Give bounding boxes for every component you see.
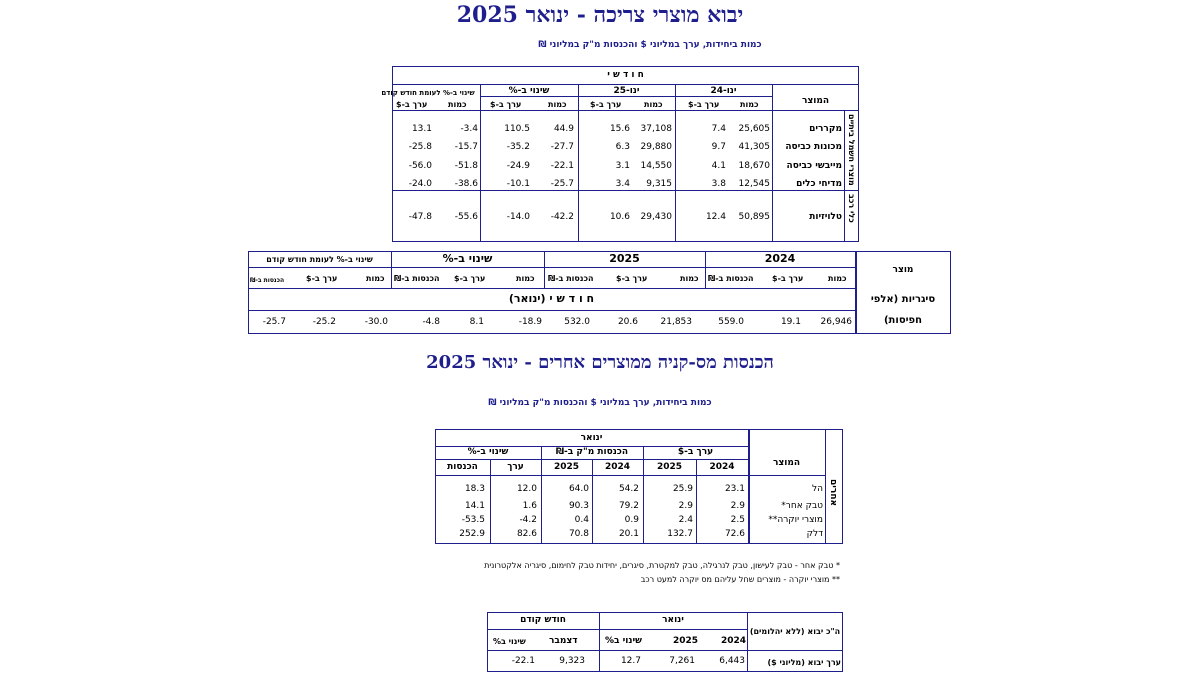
cell-prev-qty: -15.7 xyxy=(454,142,478,152)
cell-income-24: 0.9 xyxy=(624,515,639,525)
cell-value-24: 9.7 xyxy=(711,142,726,152)
cell-qty-25: 37,108 xyxy=(640,124,672,134)
cell-change-qty: 44.9 xyxy=(553,124,574,134)
cell-value-25: 15.6 xyxy=(609,124,630,134)
cig-name2: חפיסות) xyxy=(883,315,923,326)
cig-change-prev: שינוי ב-% לעומת חודש קודם xyxy=(266,255,373,264)
total-import-value: 7,261 xyxy=(669,656,695,666)
t4-january: ינואר xyxy=(662,615,684,625)
cigarettes-table xyxy=(248,251,951,334)
cell-change-value: -10.1 xyxy=(506,179,530,189)
cig-sub-inc-chg: הכנסות ב-₪ xyxy=(394,274,440,283)
t3-value-usd: ערך ב-$ xyxy=(677,447,714,457)
sub-qty-25: כמות xyxy=(644,100,663,109)
cig-sub-inc-24: הכנסות ב-₪ xyxy=(708,274,754,283)
cell-value-24: 4.1 xyxy=(711,161,726,171)
cell-income-24: 20.1 xyxy=(618,529,639,539)
sub-qty-chg: כמות xyxy=(548,100,567,109)
cell-value-25: 3.1 xyxy=(615,161,630,171)
t4-2024: 2024 xyxy=(721,636,747,646)
cig-col-product: מוצר xyxy=(892,265,914,275)
cell-qty-24: 18,670 xyxy=(738,161,770,171)
t3-income-nis: הכנסות מ"ק ב-₪ xyxy=(555,447,629,457)
cell-change-income: 18.3 xyxy=(464,484,485,494)
total-import-value: 6,443 xyxy=(719,656,745,666)
cell-value-25: 132.7 xyxy=(667,529,693,539)
cig-value: 26,946 xyxy=(820,317,852,327)
cig-2025: 2025 xyxy=(609,252,640,265)
cig-sub-qty-25: כמות xyxy=(680,274,699,283)
t4-december: דצמבר xyxy=(549,636,578,646)
t3-change: שינוי ב-% xyxy=(467,447,509,457)
cig-sub-val-24: ערך ב-$ xyxy=(772,274,804,283)
cell-value-24: 3.8 xyxy=(711,179,726,189)
cell-change-value: -14.0 xyxy=(506,212,530,222)
footnote-1: * טבק אחר - טבק לעישון, טבק לנרגילה, טבק למקטרת, סיגרים, יחידות טבק לחימום, סיגריה אלקטרונית xyxy=(484,561,840,570)
cig-value: -25.2 xyxy=(312,317,336,327)
cig-month: ח ו ד ש י (ינואר) xyxy=(508,292,595,305)
cig-sub-val-25: ערך ב-$ xyxy=(616,274,648,283)
cig-value: 21,853 xyxy=(660,317,692,327)
cell-value-24: 2.9 xyxy=(730,501,745,511)
cig-sub-inc-25: הכנסות ב-₪ xyxy=(548,274,594,283)
cell-qty-24: 25,605 xyxy=(738,124,770,134)
total-import-value: 9,323 xyxy=(559,656,585,666)
row-product-name: הל xyxy=(812,484,823,494)
cell-value-25: 2.9 xyxy=(678,501,693,511)
cell-change-income: -53.5 xyxy=(461,515,485,525)
cell-value-25: 25.9 xyxy=(672,484,693,494)
cell-qty-25: 14,550 xyxy=(640,161,672,171)
cell-income-25: 70.8 xyxy=(568,529,589,539)
t3-col-product: המוצר xyxy=(772,458,801,468)
col-product: המוצר xyxy=(801,96,830,106)
section2-subtitle: כמות ביחידות, ערך במליוני $ והכנסות מ"ק במליוני ₪ xyxy=(488,398,712,408)
cell-qty-24: 12,545 xyxy=(738,179,770,189)
consumer-goods-table xyxy=(381,66,859,242)
cell-prev-value: -47.8 xyxy=(408,212,432,222)
col-jan25: ינו-25 xyxy=(613,86,640,96)
cell-prev-qty: -38.6 xyxy=(454,179,478,189)
cig-value: -30.0 xyxy=(364,317,388,327)
t4-row-label: ערך יבוא (מליוני $) xyxy=(767,658,841,667)
cell-prev-qty: -55.6 xyxy=(454,212,478,222)
cig-name: סיגריות (אלפי xyxy=(870,294,936,305)
cell-prev-value: -56.0 xyxy=(408,161,432,171)
cell-qty-25: 9,315 xyxy=(646,179,672,189)
row-product-name: מכונות כביסה xyxy=(785,142,842,152)
cig-sub-val-chg: ערך ב-$ xyxy=(454,274,486,283)
other-products-table xyxy=(435,429,843,544)
t4-change: שינוי ב% xyxy=(605,636,642,646)
t3-january: ינואר xyxy=(580,433,603,443)
cig-value: -4.8 xyxy=(422,317,440,327)
cell-value-24: 12.4 xyxy=(705,212,726,222)
cell-value-25: 10.6 xyxy=(609,212,630,222)
cell-income-24: 54.2 xyxy=(618,484,639,494)
cell-qty-25: 29,430 xyxy=(640,212,672,222)
cell-change-value: -24.9 xyxy=(506,161,530,171)
sub-qty-prev: כמות xyxy=(448,100,467,109)
cell-change-qty: -27.7 xyxy=(550,142,574,152)
t3-val24: 2024 xyxy=(709,462,735,472)
t3-inc24: 2024 xyxy=(604,462,631,472)
total-imports-table xyxy=(487,612,843,672)
cig-sub-qty-24: כמות xyxy=(828,274,847,283)
page-title: יבוא מוצרי צריכה - ינואר 2025 xyxy=(456,2,744,28)
cell-change-value: 82.6 xyxy=(516,529,537,539)
cell-change-value: -35.2 xyxy=(506,142,530,152)
sub-value-24: ערך ב-$ xyxy=(688,100,720,109)
page-subtitle: כמות ביחידות, ערך במליוני $ והכנסות מ"ק במליוני ₪ xyxy=(538,40,762,50)
footnote-2: ** מוצרי יוקרה - מוצרים שחל עליהם מס יוקרה למעט רכב xyxy=(640,575,840,584)
sub-value-prev: ערך ב-$ xyxy=(396,100,428,109)
cig-value: 559.0 xyxy=(718,317,744,327)
cell-change-qty: -42.2 xyxy=(550,212,574,222)
cell-income-24: 79.2 xyxy=(618,501,639,511)
monthly-header: ח ו ד ש י xyxy=(607,70,644,80)
cig-2024: 2024 xyxy=(764,252,796,265)
cell-change-value: 110.5 xyxy=(504,124,530,134)
cell-value-24: 72.6 xyxy=(724,529,745,539)
cell-value-25: 3.4 xyxy=(615,179,630,189)
row-product-name: טלויזיות xyxy=(809,212,842,222)
cell-change-value: -4.2 xyxy=(519,515,537,525)
cig-sub-inc-prev: הכנסות ב-₪ xyxy=(250,277,285,284)
cell-value-25: 6.3 xyxy=(615,142,630,152)
col-change-prev: שינוי ב-% לעומת חודש קודם xyxy=(381,89,475,97)
group-label: מוצרי חשמל ביתיים xyxy=(847,114,856,186)
sub-value-25: ערך ב-$ xyxy=(590,100,622,109)
row-product-name: טבק אחר* xyxy=(781,501,823,511)
sub-value-chg: ערך ב-$ xyxy=(490,100,522,109)
cig-value: 532.0 xyxy=(564,317,590,327)
cell-income-25: 90.3 xyxy=(568,501,589,511)
cell-change-value: 12.0 xyxy=(516,484,537,494)
cig-sub-qty-prev: כמות xyxy=(366,274,385,283)
t3-inc25: 2025 xyxy=(553,462,580,472)
t4-prev-month: חודש קודם xyxy=(520,615,566,625)
group2-label: כלי רכב xyxy=(847,194,856,223)
cell-qty-24: 50,895 xyxy=(738,212,770,222)
row-product-name: מייבשי כביסה xyxy=(786,161,842,171)
cell-prev-value: 13.1 xyxy=(411,124,432,134)
cell-value-25: 2.4 xyxy=(678,515,693,525)
row-product-name: מוצרי יוקרה** xyxy=(768,515,823,525)
t3-val25: 2025 xyxy=(656,462,683,472)
cig-sub-val-prev: ערך ב-$ xyxy=(306,274,338,283)
t4-col-product: ה"כ יבוא (ללא יהלומים) xyxy=(749,627,841,636)
cell-income-25: 64.0 xyxy=(568,484,589,494)
cell-change-qty: -22.1 xyxy=(550,161,574,171)
cell-prev-value: -25.8 xyxy=(408,142,432,152)
cig-value: 19.1 xyxy=(780,317,801,327)
total-import-value: 12.7 xyxy=(620,656,641,666)
cell-prev-qty: -3.4 xyxy=(460,124,478,134)
cig-change: שינוי ב-% xyxy=(442,252,493,265)
cell-change-income: 14.1 xyxy=(464,501,485,511)
t3-income-h: הכנסות xyxy=(447,462,478,472)
total-import-value: -22.1 xyxy=(511,656,535,666)
cell-value-24: 2.5 xyxy=(730,515,745,525)
cell-value-24: 23.1 xyxy=(724,484,745,494)
cell-qty-25: 29,880 xyxy=(640,142,672,152)
col-change: שינוי ב-% xyxy=(508,86,550,96)
cig-value: -18.9 xyxy=(518,317,542,327)
cell-income-25: 0.4 xyxy=(574,515,589,525)
cell-change-value: 1.6 xyxy=(522,501,537,511)
row-product-name: דלק xyxy=(806,529,823,539)
section2-title: הכנסות מס-קניה ממוצרים אחרים - ינואר 2025 xyxy=(426,352,774,373)
cell-value-24: 7.4 xyxy=(711,124,726,134)
cig-sub-qty-chg: כמות xyxy=(516,274,535,283)
cig-value: 20.6 xyxy=(617,317,638,327)
cell-prev-qty: -51.8 xyxy=(454,161,478,171)
cell-change-qty: -25.7 xyxy=(550,179,574,189)
t3-value-h: ערך xyxy=(507,462,524,472)
cig-value: -25.7 xyxy=(262,317,286,327)
cell-prev-value: -24.0 xyxy=(408,179,432,189)
cell-qty-24: 41,305 xyxy=(738,142,770,152)
cell-change-income: 252.9 xyxy=(459,529,485,539)
t3-side-label: אחרים xyxy=(828,479,838,507)
t4-2025: 2025 xyxy=(673,636,699,646)
row-product-name: מדיחי כלים xyxy=(796,179,842,189)
row-product-name: מקררים xyxy=(809,124,842,134)
t4-change-nis: שינוי ב% xyxy=(493,637,526,646)
sub-qty-24: כמות xyxy=(740,100,759,109)
col-jan24: ינו-24 xyxy=(710,86,737,96)
cig-value: 8.1 xyxy=(469,317,484,327)
